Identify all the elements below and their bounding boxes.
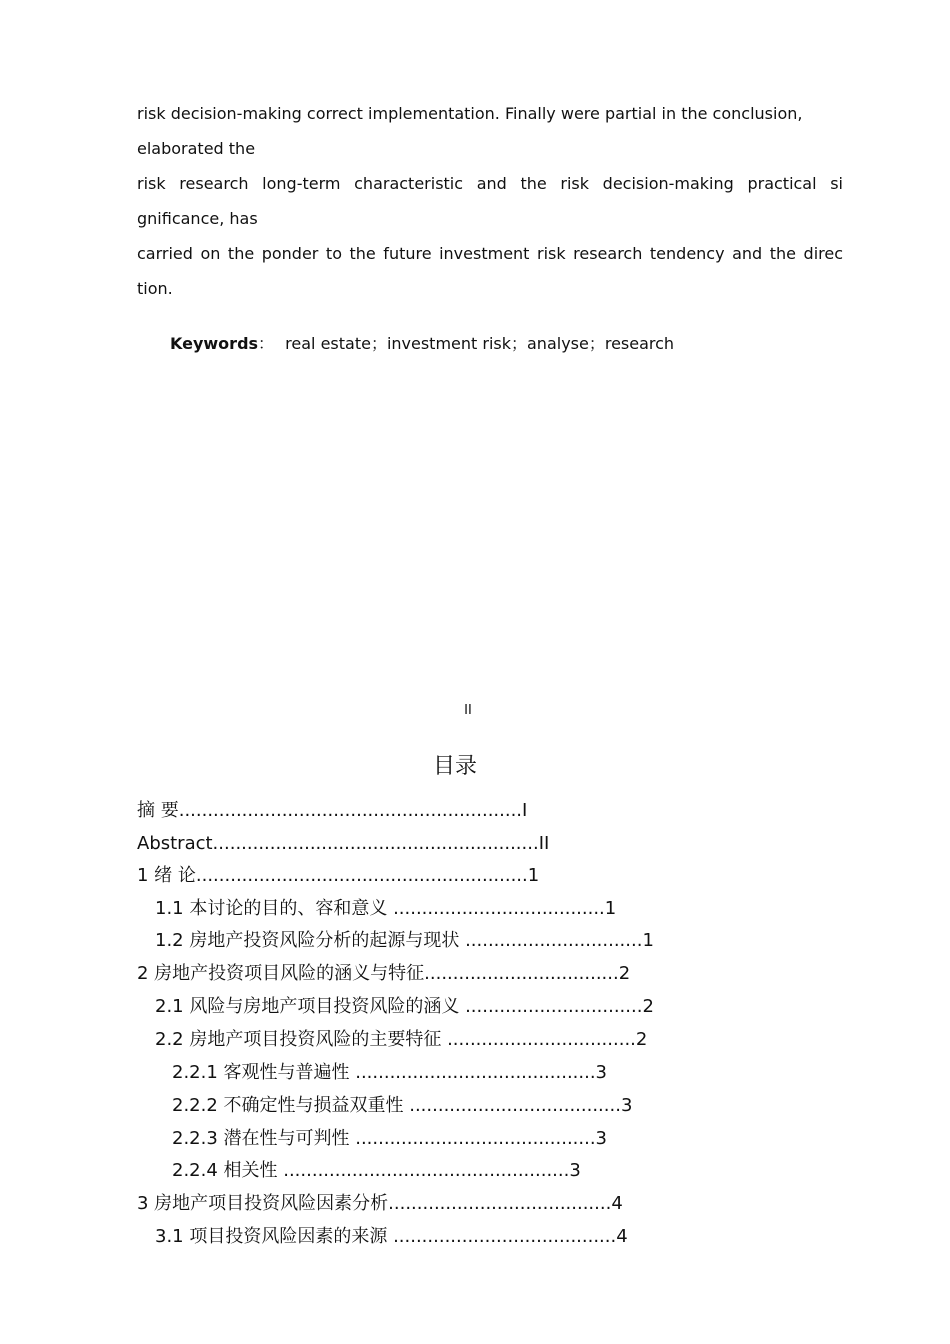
abstract-line-3: risk research long-term characteristic and the risk decision-making practical si xyxy=(137,174,843,193)
toc-entry[interactable]: 2.2.3 潜在性与可判性 ..........................................3 xyxy=(172,1128,608,1149)
keywords-value: real estate；investment risk；analyse；research xyxy=(285,334,675,353)
toc-entry[interactable]: 2.1 风险与房地产项目投资风险的涵义 ...............................2 xyxy=(155,996,654,1017)
toc-entry[interactable]: 2 房地产投资项目风险的涵义与特征..................................2 xyxy=(137,963,631,984)
page-number: II xyxy=(464,703,472,718)
toc-title: 目录 xyxy=(432,754,477,779)
keywords-line xyxy=(170,334,674,354)
toc-entry[interactable]: 1.1 本讨论的目的、容和意义 .....................................1 xyxy=(155,898,617,919)
keywords-separator: ： xyxy=(258,334,275,353)
abstract-line-1: risk decision-making correct implementation. Finally were partial in the conclusion, xyxy=(137,104,803,123)
toc-entry[interactable]: 2.2.2 不确定性与损益双重性 .....................................3 xyxy=(172,1095,633,1116)
toc-entry[interactable]: Abstract.........................................................II xyxy=(137,833,550,854)
toc-entry[interactable]: 2.2 房地产项目投资风险的主要特征 .................................2 xyxy=(155,1029,648,1050)
toc-entry[interactable]: 摘 要............................................................I xyxy=(137,800,528,821)
abstract-line-5: carried on the ponder to the future investment risk research tendency and the direc xyxy=(137,244,843,263)
toc-entry[interactable]: 1.2 房地产投资风险分析的起源与现状 ...............................1 xyxy=(155,930,654,951)
toc-entry[interactable]: 2.2.4 相关性 ..................................................3 xyxy=(172,1160,581,1181)
abstract-line-6: tion. xyxy=(137,279,173,298)
abstract-line-4: gnificance, has xyxy=(137,209,258,228)
toc-entry[interactable]: 3 房地产项目投资风险因素分析.......................................4 xyxy=(137,1193,623,1214)
toc-entry[interactable]: 2.2.1 客观性与普遍性 ..........................................3 xyxy=(172,1062,608,1083)
keywords-label: Keywords xyxy=(170,334,259,353)
toc-entry[interactable]: 3.1 项目投资风险因素的来源 .......................................4 xyxy=(155,1226,628,1247)
abstract-line-2: elaborated the xyxy=(137,139,256,158)
toc-entry[interactable]: 1 绪 论..........................................................1 xyxy=(137,865,540,886)
